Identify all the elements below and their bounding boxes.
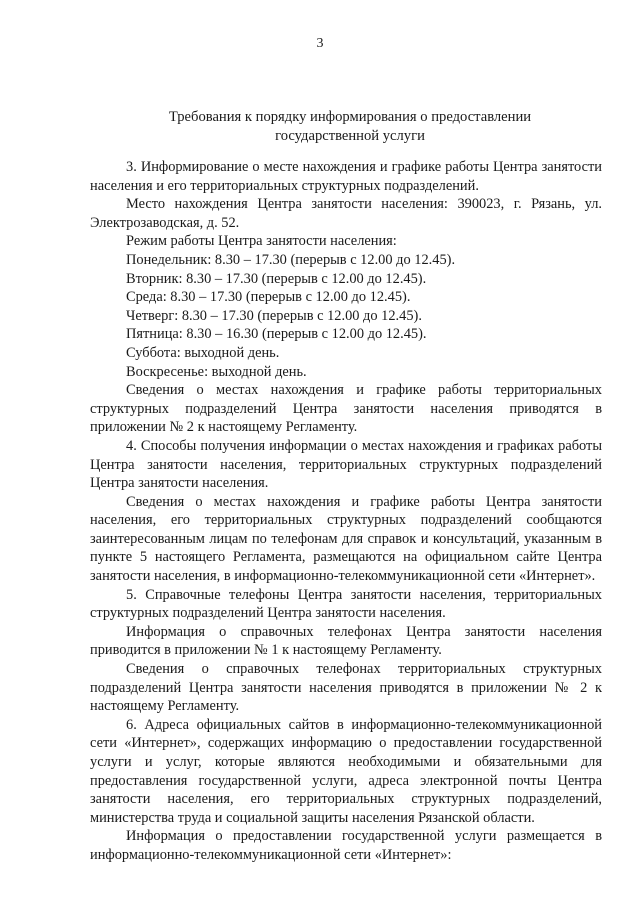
section-title-line-2: государственной услуги <box>275 128 425 144</box>
section-title-line-1: Требования к порядку информирования о предоставлении <box>168 109 532 125</box>
paragraph-4: 4. Способы получения информации о местах нахождения и графиках работы Центра занятости населения, территориальных структурных подразделений Центра занятости населения. <box>90 437 602 492</box>
schedule-title: Режим работы Центра занятости населения: <box>126 233 397 250</box>
schedule-saturday: Суббота: выходной день. <box>126 344 280 361</box>
schedule-sunday: Воскресенье: выходной день. <box>126 363 307 380</box>
structural-units-info: Сведения о местах нахождения и графике работы территориальных структурных подразделений Центра занятости населения приводятся в приложении № 2 к настоящему Регламенту. <box>90 382 602 436</box>
paragraph-4-details: Сведения о местах нахождения и графике работы Центра занятости населения, его территориальных структурных подразделений сообщаются заинтересованным лицам по телефонам для справок и консультаций, указанным в пункте 5 настоящего Регламента, размещаются на официальном сайте Центра занятости населения, в информационно-телекоммуникационной сети «Интернет». <box>90 493 602 585</box>
paragraph-3: 3. Информирование о месте нахождения и графике работы Центра занятости населения и его территориальных структурных подразделений. <box>90 159 602 194</box>
section-title <box>60 108 640 146</box>
document-body <box>90 158 602 865</box>
paragraph-6: 6. Адреса официальных сайтов в информационно-телекоммуникационной сети «Интернет», содержащих информацию о предоставлении государственной услуги и услуг, которые являются необходимыми и обязательными для предоставления государственной услуги, адреса электронной почты Центра занятости населения, его территориальных структурных подразделений, министерства труда и социальной защиты населения Рязанской области. <box>90 716 602 826</box>
paragraph-5-info: Информация о справочных телефонах Центра занятости населения приводится в приложении № 1 к настоящему Регламенту. <box>90 623 602 659</box>
page-number: 3 <box>316 36 324 51</box>
center-address: Место нахождения Центра занятости населения: 390023, г. Рязань, ул. Электрозаводская, д. 52. <box>90 196 602 231</box>
paragraph-6-info: Информация о предоставлении государственной услуги размещается в информационно-телекоммуникационной сети «Интернет»: <box>90 828 602 863</box>
paragraph-5-structural: Сведения о справочных телефонах территориальных структурных подразделений Центра занятости населения приводятся в приложении № 2 к настоящему Регламенту. <box>90 661 602 715</box>
schedule-wednesday: Среда: 8.30 – 17.30 (перерыв с 12.00 до 12.45). <box>126 289 411 306</box>
schedule-thursday: Четверг: 8.30 – 17.30 (перерыв с 12.00 до 12.45). <box>126 307 422 324</box>
paragraph-5: 5. Справочные телефоны Центра занятости населения, территориальных структурных подразделений Центра занятости населения. <box>90 586 602 622</box>
schedule-monday: Понедельник: 8.30 – 17.30 (перерыв с 12.00 до 12.45). <box>126 251 456 268</box>
schedule-tuesday: Вторник: 8.30 – 17.30 (перерыв с 12.00 до 12.45). <box>126 270 427 287</box>
schedule-friday: Пятница: 8.30 – 16.30 (перерыв с 12.00 до 12.45). <box>126 326 427 343</box>
